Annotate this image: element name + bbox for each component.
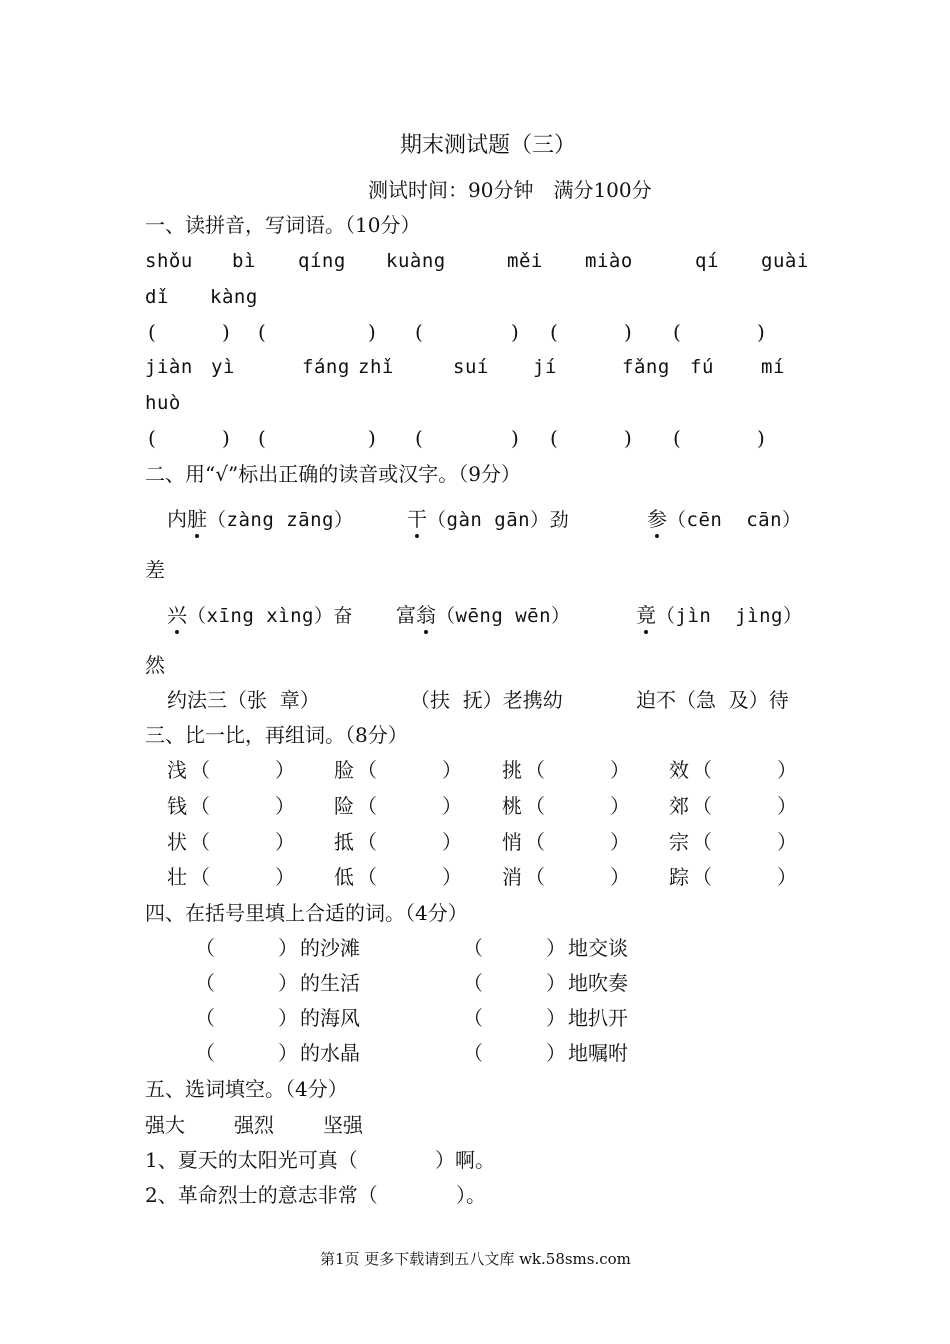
compare-char: 壮 [167,865,187,889]
answer-blank-open: ( [258,426,266,450]
blank-close: ） [777,865,797,889]
pinyin: yì [211,356,235,378]
item-char: 内 [167,507,187,531]
blank-open: （ [463,1041,483,1065]
blank-open: （ [463,971,483,995]
wrapped-char: 然 [145,653,165,677]
pinyin: dǐ [145,286,169,308]
word-choice: 强烈 [234,1113,274,1137]
wrapped-char: 差 [145,558,165,582]
dotted-char: 参 [647,507,667,531]
blank-open: （ [692,830,712,854]
idiom-item: 约法三（张 章） [167,688,320,712]
phrase-left: 的水晶 [300,1041,360,1065]
phrase-left: 的海风 [300,1006,360,1030]
blank-open: （ [525,758,545,782]
item-options: （gàn gān）劲 [427,509,570,531]
answer-blank-close: ) [757,426,765,450]
answer-blank-close: ) [368,426,376,450]
blank-open: （ [357,794,377,818]
compare-char: 抵 [334,830,354,854]
answer-blank-open: ( [673,320,681,344]
question-2-end: ）。 [456,1183,486,1207]
phrase-right: 地交谈 [568,936,628,960]
compare-char: 状 [167,830,187,854]
compare-char: 踪 [669,865,689,889]
compare-char: 脸 [334,758,354,782]
answer-blank-open: ( [415,426,423,450]
blank-close: ） [777,758,797,782]
phrase-right: 地嘱咐 [568,1041,628,1065]
pinyin: shǒu [145,250,193,272]
pinyin: qíng [298,250,346,272]
answer-blank-close: ) [624,426,632,450]
word-choice: 强大 [145,1113,185,1137]
answer-blank-close: ) [368,320,376,344]
pinyin: mí [761,356,785,378]
blank-open: （ [195,1041,215,1065]
page-title: 期末测试题（三） [400,133,577,158]
idiom-item: 迫不（急 及）待 [636,688,789,712]
blank-open: （ [463,1006,483,1030]
dotted-char: 竟 [636,603,656,627]
pinyin: kàng [210,286,258,308]
answer-blank-close: ) [511,426,519,450]
item-options: （xīng xìng）奋 [187,605,353,627]
blank-close: ） [275,758,295,782]
item-options: （cēn cān） [667,509,802,531]
section-3-heading: 三、比一比，再组词。（8分） [145,723,408,747]
pinyin: miào [585,250,633,272]
blank-open: （ [692,758,712,782]
answer-blank-close: ) [511,320,519,344]
dotted-char: 干 [407,507,427,531]
pinyin: huò [145,392,181,414]
blank-close: ） [278,936,298,960]
blank-open: （ [190,758,210,782]
section-1-heading: 一、读拼音，写词语。（10分） [145,213,421,237]
pronunciation-item [647,509,802,530]
compare-char: 悄 [502,830,522,854]
dotted-char: 兴 [167,603,187,627]
compare-char: 桃 [502,794,522,818]
blank-close: ） [442,830,462,854]
compare-char: 钱 [167,794,187,818]
blank-close: ） [546,971,566,995]
blank-close: ） [610,758,630,782]
item-options: （wēng wēn） [436,605,571,627]
test-info: 测试时间：90分钟 满分100分 [368,178,652,202]
blank-open: （ [692,865,712,889]
blank-close: ） [275,830,295,854]
answer-blank-open: ( [148,426,156,450]
pinyin: fáng [302,356,350,378]
pinyin: bì [232,250,256,272]
answer-blank-open: ( [673,426,681,450]
blank-open: （ [190,794,210,818]
item-char: 富 [396,603,416,627]
answer-blank-open: ( [415,320,423,344]
blank-open: （ [195,936,215,960]
blank-open: （ [357,865,377,889]
pronunciation-item [167,509,353,530]
answer-blank-open: ( [550,426,558,450]
answer-blank-open: ( [148,320,156,344]
blank-close: ） [546,1041,566,1065]
phrase-right: 地扒开 [568,1006,628,1030]
blank-open: （ [463,936,483,960]
item-options: （zàng zāng） [207,509,354,531]
compare-char: 低 [334,865,354,889]
blank-close: ） [278,971,298,995]
answer-blank-close: ) [757,320,765,344]
blank-close: ） [546,936,566,960]
question-2-start: 2、革命烈士的意志非常（ [145,1183,378,1207]
blank-close: ） [610,865,630,889]
answer-blank-open: ( [258,320,266,344]
section-4-heading: 四、在括号里填上合适的词。（4分） [145,901,468,925]
pronunciation-item [396,605,571,626]
blank-close: ） [442,758,462,782]
pinyin: měi [507,250,543,272]
answer-blank-close: ) [222,320,230,344]
blank-open: （ [525,830,545,854]
idiom-item: （扶 抚）老携幼 [410,688,563,712]
answer-blank-close: ) [222,426,230,450]
section-2-heading: 二、用“√”标出正确的读音或汉字。（9分） [145,462,521,486]
blank-open: （ [190,865,210,889]
dotted-char: 翁 [416,603,436,627]
dotted-char: 脏 [187,507,207,531]
pinyin: fǎng [622,356,670,378]
blank-open: （ [195,1006,215,1030]
blank-close: ） [275,794,295,818]
blank-close: ） [442,865,462,889]
compare-char: 消 [502,865,522,889]
pinyin: fú [690,356,714,378]
blank-open: （ [195,971,215,995]
answer-blank-open: ( [550,320,558,344]
compare-char: 浅 [167,758,187,782]
pronunciation-item [636,605,802,626]
blank-close: ） [546,1006,566,1030]
compare-char: 挑 [502,758,522,782]
phrase-left: 的生活 [300,971,360,995]
pinyin: jiàn [145,356,193,378]
pinyin: zhǐ [358,356,394,378]
blank-close: ） [610,830,630,854]
pinyin: guài [761,250,809,272]
blank-open: （ [692,794,712,818]
blank-open: （ [525,794,545,818]
pronunciation-item [167,605,353,626]
phrase-right: 地吹奏 [568,971,628,995]
blank-close: ） [278,1041,298,1065]
word-choice: 坚强 [323,1113,363,1137]
pinyin: qí [695,250,719,272]
blank-close: ） [442,794,462,818]
pinyin: jí [533,356,557,378]
blank-close: ） [275,865,295,889]
blank-close: ） [777,794,797,818]
section-5-heading: 五、选词填空。（4分） [145,1077,348,1101]
answer-blank-close: ) [624,320,632,344]
blank-close: ） [278,1006,298,1030]
compare-char: 宗 [669,830,689,854]
phrase-left: 的沙滩 [300,936,360,960]
question-1-end: ）啊。 [435,1148,495,1172]
blank-open: （ [357,830,377,854]
pinyin: kuàng [386,250,446,272]
blank-open: （ [525,865,545,889]
blank-close: ） [610,794,630,818]
compare-char: 险 [334,794,354,818]
item-options: （jìn jìng） [656,605,803,627]
pinyin: suí [453,356,489,378]
blank-close: ） [777,830,797,854]
compare-char: 郊 [669,794,689,818]
blank-open: （ [357,758,377,782]
pronunciation-item [407,509,569,530]
question-1-start: 1、夏天的太阳光可真（ [145,1148,358,1172]
page-footer: 第1页 更多下载请到五八文库 wk.58sms.com [320,1250,631,1268]
compare-char: 效 [669,758,689,782]
blank-open: （ [190,830,210,854]
